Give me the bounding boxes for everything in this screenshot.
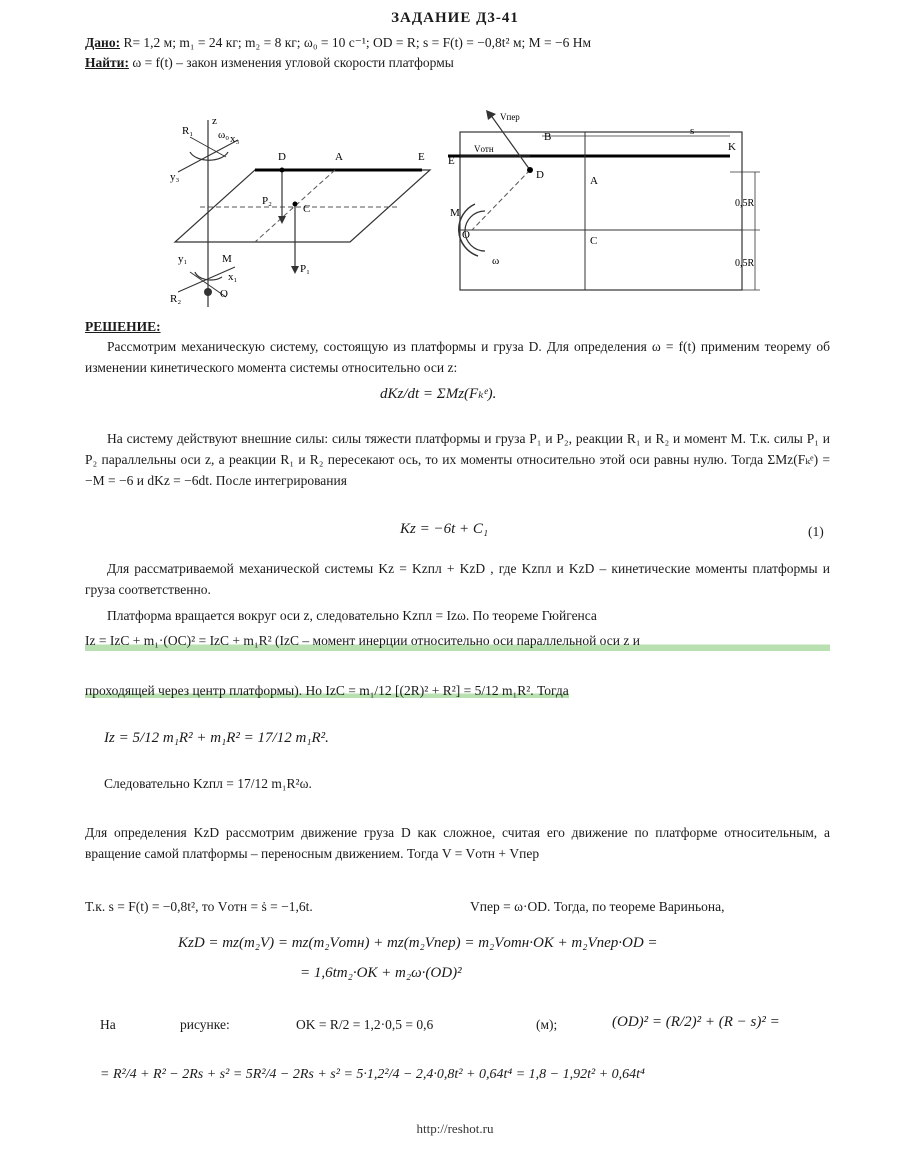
label-p1: P₁ [300, 263, 310, 275]
arrow-p1 [291, 266, 299, 274]
label-z: z [212, 115, 217, 127]
point-d-right [527, 167, 533, 173]
paragraph-4a: Платформа вращается вокруг оси z, следовательно Kzпл = Izω. По теореме Гюйгенса [107, 608, 597, 623]
find-label: Найти: [85, 55, 129, 70]
solution-label: РЕШЕНИЕ: [85, 319, 161, 334]
bearing-o [204, 288, 212, 296]
equation-5a: KzD = mz(m₂V) = mz(m₂Vотн) + mz(m₂Vпер) = m₂Vотн·OK + m₂Vпер·OD = [178, 935, 658, 951]
equation-1: dKz/dt = ΣMz(Fₖᵉ). [380, 386, 497, 402]
label-s: s [690, 125, 695, 137]
equation-4: Следовательно Kzпл = 17/12 m₁R²ω. [104, 776, 312, 791]
paragraph-7b: рисунке: [180, 1017, 230, 1032]
paragraph-5: Для определения KzD рассмотрим движение груза D как сложное, считая его движение по платформе относительным, а вращение самой платформы – переносным движением. Тогда V = Vотн + Vпер [85, 825, 830, 861]
figure-right-diagram [430, 106, 780, 306]
paragraph-3: Для рассматриваемой механической системы Kz = Kzпл + KzD , где Kzпл и KzD – кинетические моменты платформы и груза соответственно. [85, 561, 830, 597]
label-vper: Vпер [500, 112, 520, 122]
equation-od: (OD)² = (R/2)² + (R − s)² = [612, 1014, 780, 1030]
paragraph-7c: OK = R/2 = 1,2·0,5 = 0,6 [296, 1017, 434, 1032]
omega-arc [190, 152, 228, 160]
given-label: Дано: [85, 35, 121, 50]
vper-vector [490, 114, 530, 170]
label-omega-right: ω [492, 255, 500, 267]
paragraph-2: На систему действуют внешние силы: силы тяжести платформы и груза P₁ и P₂, реакции R₁ и R₂ и момент M. Т.к. силы P₁ и P₂ параллельны оси z, а реакции R₁ и R₂ пересекают ось, то их моменты относительно этой оси равны нулю. Тогда ΣMz(Fₖᵉ) = −M = −6 и dKz = −6dt. После интегрирования [85, 431, 830, 488]
label-vrel: Vотн [474, 144, 494, 154]
paragraph-6b: Vпер = ω·OD. Тогда, по теореме Вариньона, [470, 899, 725, 914]
label-e: E [418, 151, 425, 163]
label-x1: x₁ [228, 271, 238, 283]
vper-arrow [486, 110, 496, 120]
find-line [85, 54, 454, 72]
label-c-right: C [590, 235, 598, 247]
equation-6: = R²/4 + R² − 2Rs + s² = 5R²/4 − 2Rs + s² = 5·1,2²/4 − 2,4·0,8t² + 0,64t⁴ = 1,8 − 1,92t² + 0,64t⁴ [100, 1067, 645, 1082]
label-dim-1: 0,5R [735, 198, 755, 209]
given-text: R= 1,2 м; m₁ = 24 кг; m₂ = 8 кг; ω₀ = 10 с⁻¹; OD = R; s = F(t) = −0,8t² м; M = −6 Нм [123, 35, 592, 50]
page-title: ЗАДАНИЕ Д3-41 [391, 10, 519, 26]
equation-5b: = 1,6tm₂·OK + m₂ω·(OD)² [300, 965, 462, 981]
label-k: K [728, 141, 736, 153]
label-y3: y₃ [170, 171, 180, 183]
label-b: B [544, 131, 552, 143]
paragraph-4c: проходящей через центр платформы). Но IzC = m₁/12 [(2R)² + R²] = 5/12 m₁R². Тогда [85, 683, 569, 698]
footer-url[interactable]: http://reshot.ru [416, 1121, 494, 1136]
paragraph-6a: Т.к. s = F(t) = −0,8t², то Vотн = ṡ = −1,6t. [85, 899, 313, 914]
equation-2: Kz = −6t + C₁ [400, 521, 489, 537]
label-r1: R₁ [182, 125, 194, 137]
label-a: A [335, 151, 343, 163]
label-y1: y₁ [178, 253, 188, 265]
label-c: C [303, 203, 311, 215]
label-o-right: O [462, 229, 470, 241]
radius-od [472, 170, 530, 230]
label-d-right: D [536, 169, 544, 181]
label-x3: x₃ [230, 133, 240, 145]
label-o: O [220, 288, 228, 300]
label-a-right: A [590, 175, 598, 187]
label-e-right: E [448, 155, 455, 167]
point-d [280, 168, 285, 173]
label-p2: P₂ [262, 195, 272, 207]
given-line [85, 34, 591, 52]
point-c [293, 202, 298, 207]
label-m: M [222, 253, 232, 265]
figure-left-diagram [160, 112, 460, 312]
paragraph-7a: На [100, 1017, 116, 1032]
label-r2: R₂ [170, 293, 182, 305]
label-d: D [278, 151, 286, 163]
label-m-right: M [450, 207, 460, 219]
label-dim-2: 0,5R [735, 258, 755, 269]
find-text: ω = f(t) – закон изменения угловой скорости платформы [132, 55, 454, 70]
paragraph-1: Рассмотрим механическую систему, состоящую из платформы и груза D. Для определения ω = f(t) применим теорему об изменении кинетического момента системы относительно оси z: [85, 339, 830, 375]
label-omega0: ω₀ [218, 129, 230, 141]
paragraph-4b: Iz = IzC + m₁·(OC)² = IzC + m₁R² (IzC – момент инерции относительно оси параллельной оси z и [85, 630, 830, 651]
equation-3: Iz = 5/12 m₁R² + m₁R² = 17/12 m₁R². [104, 730, 329, 746]
paragraph-7d: (м); [536, 1017, 558, 1032]
equation-2-number: (1) [808, 524, 824, 539]
